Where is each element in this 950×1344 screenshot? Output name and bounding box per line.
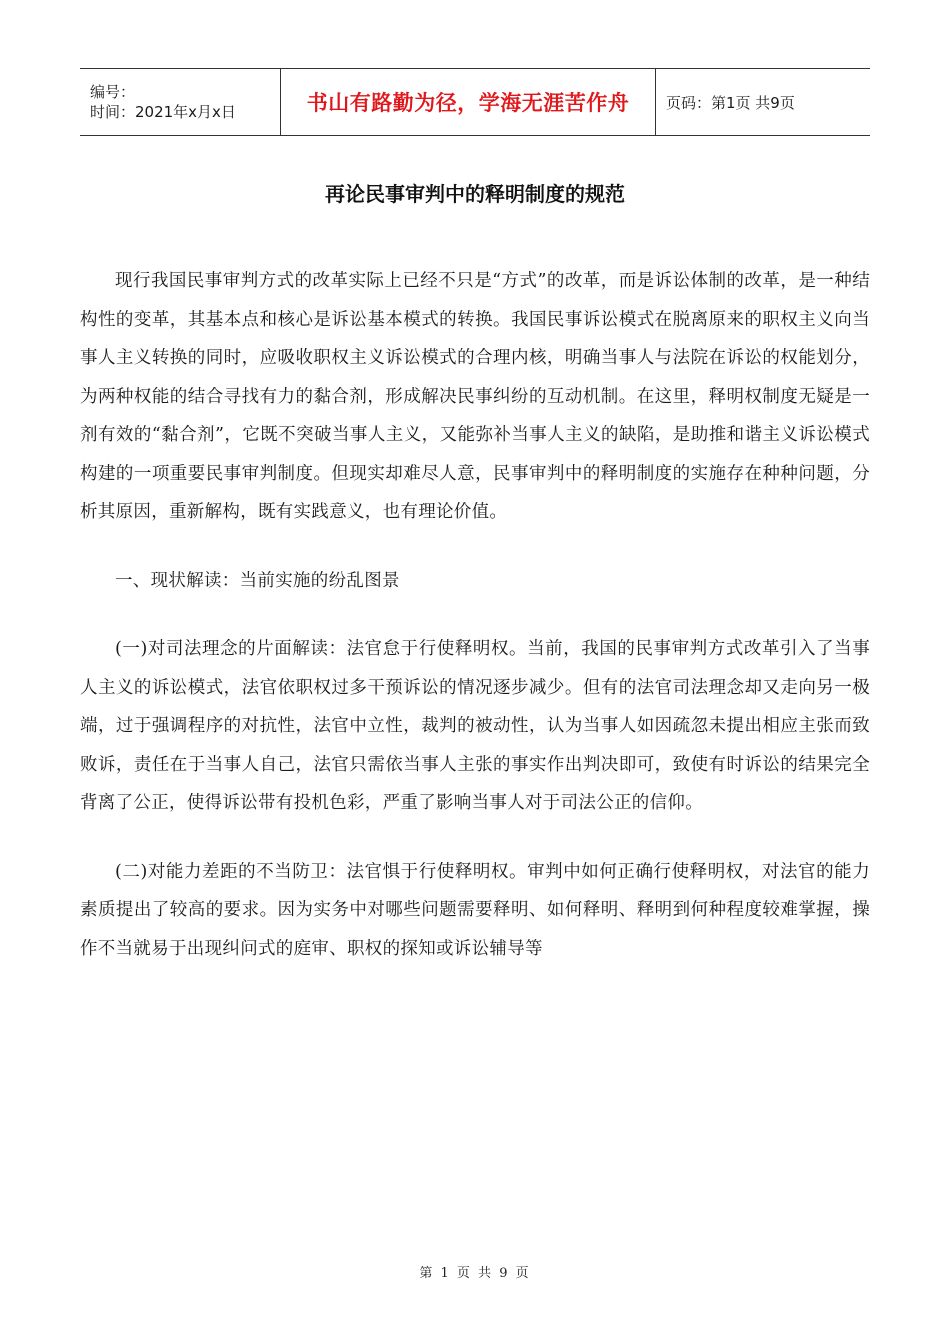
header-motto-cell (281, 69, 656, 135)
page-footer: 第 1 页 共 9 页 (419, 1266, 531, 1281)
paragraph-section-1-2: (二)对能力差距的不当防卫：法官惧于行使释明权。审判中如何正确行使释明权，对法官的能力素质提出了较高的要求。因为实务中对哪些问题需要释明、如何释明、释明到何种程度较难掌握，操作不当就易于出现纠问式的庭审、职权的探知或诉讼辅导等 (80, 861, 870, 959)
document-date-label: 时间：2021年x月x日 (90, 103, 236, 121)
document-body (80, 262, 870, 998)
header-page-cell (656, 69, 870, 135)
document-title: 再论民事审判中的释明制度的规范 (325, 182, 625, 206)
paragraph-section-1-1: (一)对司法理念的片面解读：法官怠于行使释明权。当前，我国的民事审判方式改革引入了当事人主义的诉讼模式，法官依职权过多干预诉讼的情况逐步减少。但有的法官司法理念却又走向另一极端，过于强调程序的对抗性，法官中立性，裁判的被动性，认为当事人如因疏忽未提出相应主张而致败诉，责任在于当事人自己，法官只需依当事人主张的事实作出判决即可，致使有时诉讼的结果完全背离了公正，使得诉讼带有投机色彩，严重了影响当事人对于司法公正的信仰。 (80, 639, 870, 813)
header-page-code: 页码：第1页 共9页 (666, 93, 795, 112)
section-heading-1: 一、现状解读：当前实施的纷乱图景 (115, 570, 400, 591)
header-meta-cell (80, 69, 281, 135)
document-number-label: 编号： (90, 83, 136, 101)
document-header (80, 68, 870, 136)
paragraph-intro: 现行我国民事审判方式的改革实际上已经不只是“方式”的改革，而是诉讼体制的改革，是一种结构性的变革，其基本点和核心是诉讼基本模式的转换。我国民事诉讼模式在脱离原来的职权主义向当事人主义转换的同时，应吸收职权主义诉讼模式的合理内核，明确当事人与法院在诉讼的权能划分，为两种权能的结合寻找有力的黏合剂，形成解决民事纠纷的互动机制。在这里，释明权制度无疑是一剂有效的“黏合剂”，它既不突破当事人主义，又能弥补当事人主义的缺陷，是助推和谐主义诉讼模式构建的一项重要民事审判制度。但现实却难尽人意，民事审判中的释明制度的实施存在种种问题，分析其原因，重新解构，既有实践意义，也有理论价值。 (80, 271, 870, 522)
header-motto: 书山有路勤为径，学海无涯苦作舟 (306, 91, 630, 115)
